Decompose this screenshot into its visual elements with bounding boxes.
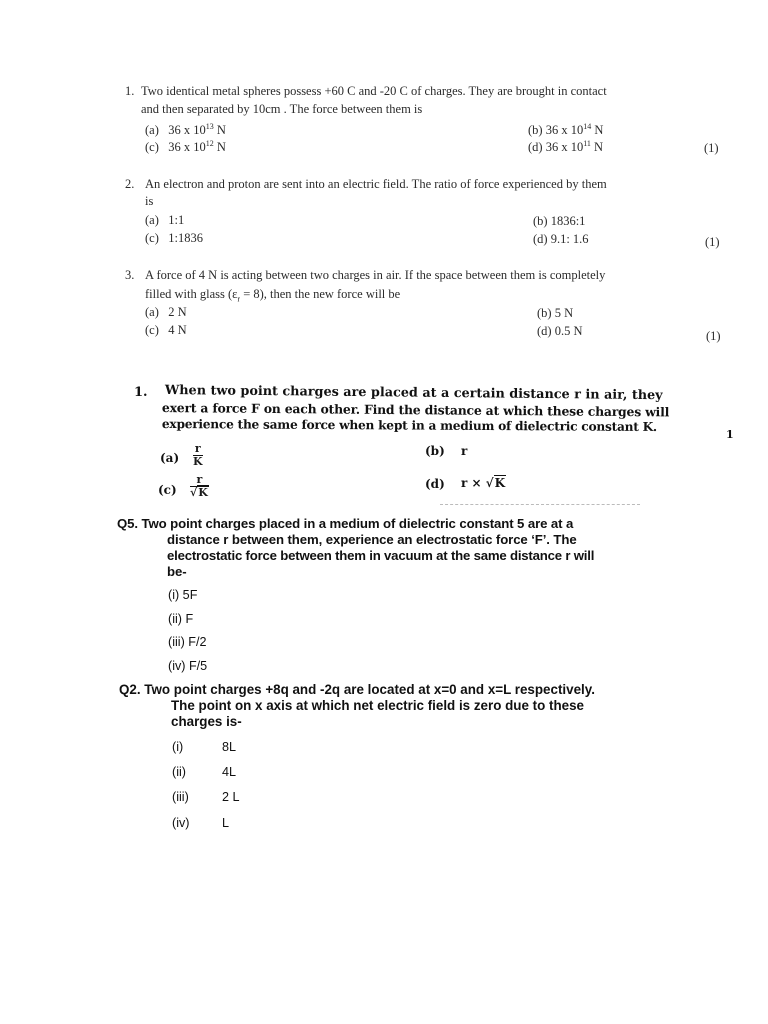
marks-label: (1)	[704, 141, 719, 155]
question-stem-line: and then separated by 10cm . The force between them is	[141, 102, 423, 116]
option-iii[interactable]: (iii) F/2	[168, 635, 207, 649]
option-b[interactable]	[537, 306, 573, 321]
option-unit: N	[216, 123, 226, 137]
radicand: K	[494, 476, 506, 490]
option-a[interactable]	[145, 122, 226, 138]
question-stem-line: The point on x axis at which net electric field is zero due to these	[171, 698, 584, 713]
option-b[interactable]	[528, 122, 603, 138]
option-a[interactable]	[145, 213, 184, 228]
option-text: 1:1836	[168, 231, 203, 245]
option-label: (a)	[145, 123, 159, 137]
option-label: (b)	[533, 214, 548, 228]
option-mantissa: 36 x 10	[168, 140, 206, 154]
option-value: 2 L	[222, 790, 240, 804]
option-text: 0.5 N	[554, 324, 583, 338]
stem-text: filled with glass (ε	[145, 287, 238, 301]
question-stem-line: Two identical metal spheres possess +60 C and -20 C of charges. They are brought in contact	[141, 84, 607, 98]
option-d-value	[461, 476, 506, 490]
question-number: 2.	[125, 177, 135, 191]
sqrt-icon: √	[190, 486, 198, 499]
question-number: 3.	[125, 268, 135, 282]
option-label: (d)	[537, 324, 552, 338]
option-label: (d)	[533, 232, 548, 246]
question-stem-line: is	[145, 194, 154, 208]
subscript: r	[237, 294, 241, 304]
question-stem-line: When two point charges are placed at a certain distance r in air, they	[164, 383, 663, 404]
option-unit: N	[216, 140, 226, 154]
option-text: 1836:1	[550, 214, 586, 228]
option-unit: N	[594, 140, 604, 154]
option-a-label[interactable]: (a)	[160, 451, 180, 465]
option-value: 8L	[222, 740, 237, 754]
option-iv[interactable]: (iv) F/5	[168, 659, 208, 673]
option-unit: N	[594, 123, 604, 137]
option-exponent: 13	[205, 122, 214, 131]
question-stem-line: charges is-	[171, 714, 242, 729]
denominator	[190, 487, 209, 499]
option-c[interactable]	[145, 231, 203, 246]
numerator: r	[190, 474, 209, 487]
option-label: (ii)	[172, 765, 186, 779]
option-value: 4L	[222, 765, 237, 779]
option-label: (c)	[145, 140, 159, 154]
option-c[interactable]	[145, 323, 187, 338]
option-mantissa: 36 x 10	[545, 140, 584, 154]
question-stem-line: Q2. Two point charges +8q and -2q are located at x=0 and x=L respectively.	[119, 682, 595, 697]
question-stem-line: distance r between them, experience an electrostatic force ‘F’. The	[167, 532, 577, 547]
denominator: K	[193, 455, 203, 468]
option-ii[interactable]: (ii) F	[168, 612, 194, 626]
stem-text: = 8), then the new force will be	[240, 287, 401, 301]
option-d[interactable]	[537, 324, 582, 339]
option-label: (a)	[145, 213, 159, 227]
option-label: (c)	[145, 323, 159, 337]
question-stem-line: electrostatic force between them in vacuum at the same distance r will	[167, 548, 595, 563]
marks-label: (1)	[705, 235, 720, 249]
option-label: (iii)	[172, 790, 189, 804]
question-stem-line: A force of 4 N is acting between two charges in air. If the space between them is completely	[145, 268, 606, 282]
option-text: 1:1	[168, 213, 185, 227]
option-label: (c)	[145, 231, 159, 245]
option-d[interactable]	[528, 139, 603, 155]
prefix: r ×	[461, 476, 482, 490]
question-stem-line: exert a force F on each other. Find the distance at which these charges will	[161, 400, 670, 420]
question-stem-line	[145, 287, 400, 304]
scan-artifact-line	[440, 504, 640, 506]
option-exponent: 11	[583, 139, 591, 148]
option-mantissa: 36 x 10	[545, 123, 584, 137]
radicand: K	[198, 486, 208, 499]
question-stem-line: be-	[167, 564, 187, 579]
option-i[interactable]: (i) 5F	[168, 588, 198, 602]
option-b[interactable]	[533, 214, 585, 229]
option-label: (b)	[537, 306, 552, 320]
option-label: (b)	[528, 123, 543, 137]
option-a[interactable]	[145, 305, 187, 320]
option-d-label[interactable]: (d)	[425, 477, 445, 491]
question-number: 1.	[134, 385, 148, 400]
question-stem-line: experience the same force when kept in a medium of dielectric constant K.	[161, 417, 657, 435]
option-b-value: r	[461, 444, 468, 458]
option-value: L	[222, 816, 230, 830]
option-text: 4 N	[168, 323, 187, 337]
option-label: (a)	[145, 305, 159, 319]
option-text: 5 N	[554, 306, 574, 320]
option-a-fraction	[193, 443, 203, 468]
question-number: 1.	[125, 84, 135, 98]
option-c-label[interactable]: (c)	[158, 483, 177, 497]
numerator: r	[194, 442, 201, 455]
option-d[interactable]	[533, 232, 589, 247]
question-stem-line: Q5. Two point charges placed in a medium of dielectric constant 5 are at a	[117, 516, 574, 531]
option-exponent: 12	[205, 139, 214, 148]
marks-label: 1	[726, 428, 734, 441]
option-c-fraction	[190, 474, 209, 499]
option-text: 2 N	[168, 305, 187, 319]
option-b-label[interactable]: (b)	[425, 444, 445, 458]
option-label: (i)	[172, 740, 184, 754]
option-label: (iv)	[172, 816, 190, 830]
option-mantissa: 36 x 10	[168, 123, 206, 137]
option-exponent: 14	[583, 122, 592, 131]
sqrt-icon: √	[485, 476, 494, 490]
option-c[interactable]	[145, 139, 226, 155]
option-text: 9.1: 1.6	[550, 232, 589, 246]
marks-label: (1)	[706, 329, 721, 343]
question-stem-line: An electron and proton are sent into an electric field. The ratio of force experienced by them	[145, 177, 607, 191]
option-label: (d)	[528, 140, 543, 154]
